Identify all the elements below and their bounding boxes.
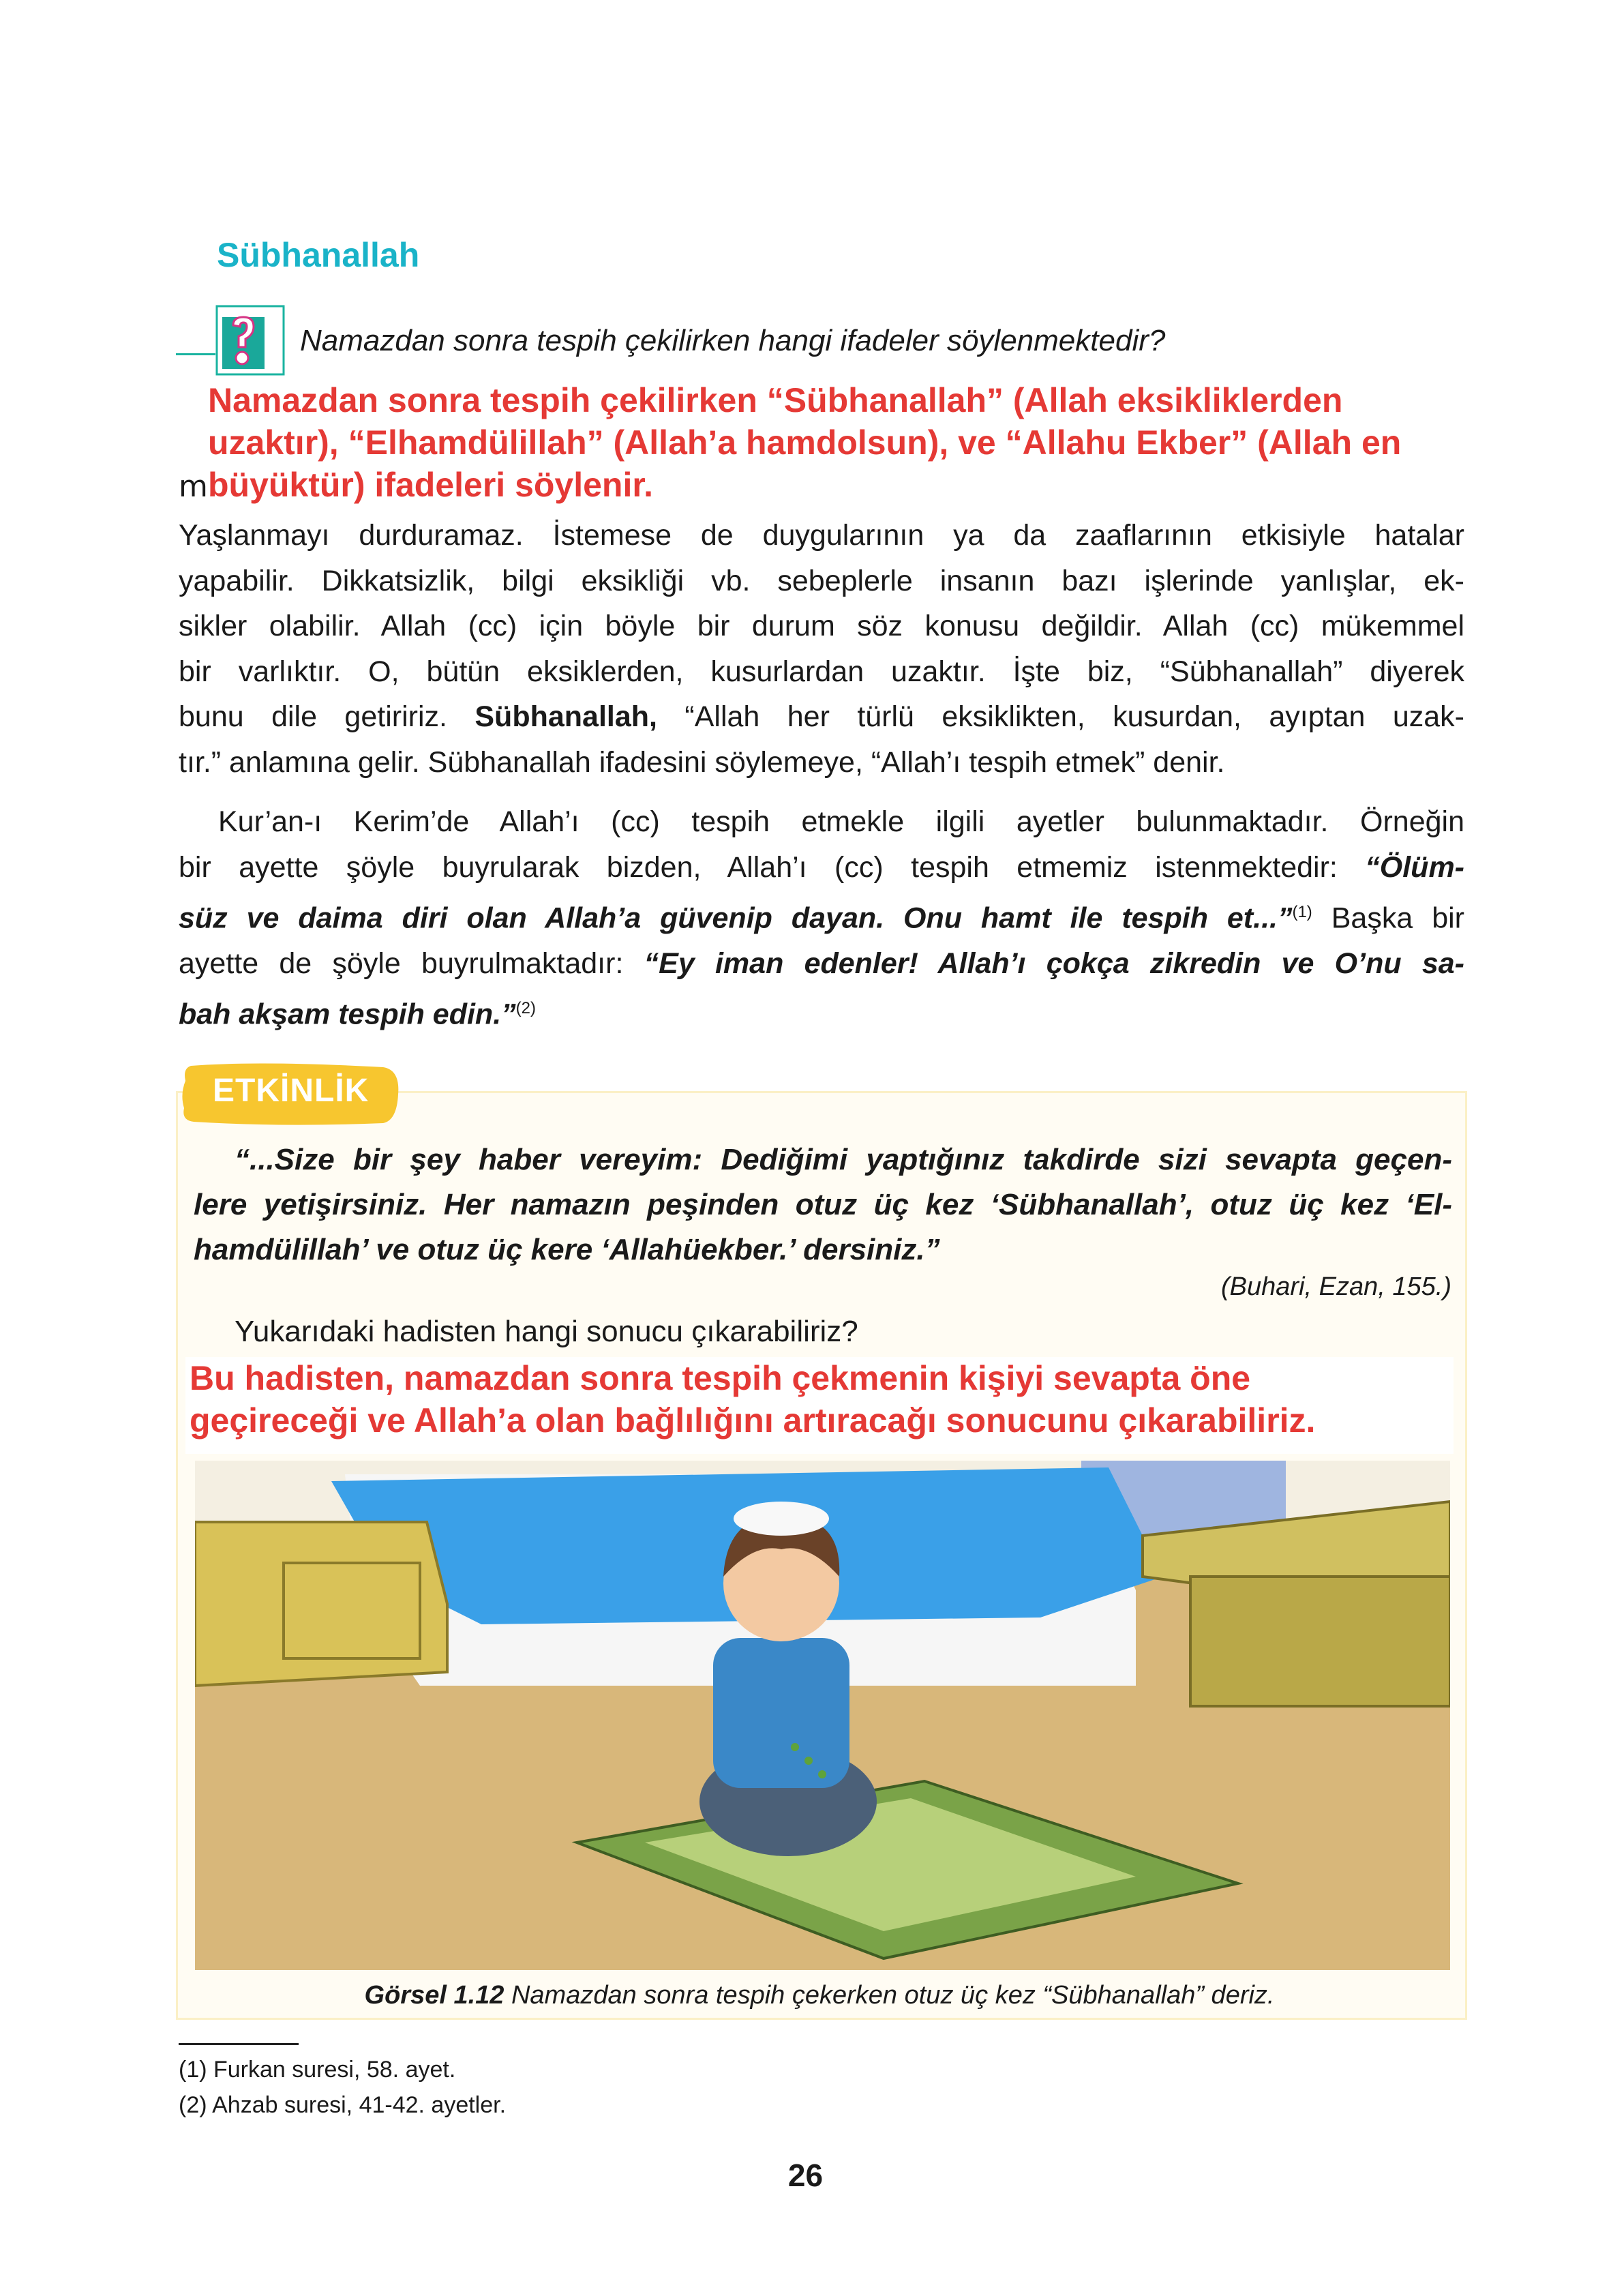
activity-badge: ETKİNLİK [213,1073,370,1109]
answer-line: Bu hadisten, namazdan sonra tespih çekmenin kişiyi sevapta öne [190,1359,1251,1397]
page-number: 26 [787,2158,824,2193]
quote-line: hamdülillah’ ve otuz üç kere ‘Allahüekber.’ dersiniz.” [194,1233,940,1266]
question-marker-line [176,353,215,355]
body-line: bir varlıktır. O, bütün eksiklerden, kusurlardan uzaktır. İşte biz, “Sübhanallah” diyerek [179,655,1464,688]
hadith-quote [194,1137,1452,1272]
body-line: sikler olabilir. Allah (cc) için böyle bir durum söz konusu değildir. Allah (cc) mükemmel [179,610,1464,642]
footnote-ref[interactable]: (2) [515,999,536,1018]
verse-quote: “Ölüm- [1365,850,1464,884]
footnote-divider [179,2043,299,2045]
body-line [179,694,1464,740]
answer-line: uzaktır), “Elhamdülillah” (Allah’a hamdolsun), ve “Allahu Ekber” (Allah en [208,423,1402,462]
paragraph-1 [179,513,1464,785]
activity-answer [185,1357,1454,1454]
bold-term: Sübhanallah, [475,700,657,733]
caption-label: Görsel 1.12 [364,1981,505,2010]
section-title: Sübhanallah [217,236,420,274]
footnote-ref[interactable]: (1) [1292,903,1312,921]
answer-line: büyüktür) ifadeleri söylenir. [208,466,653,504]
prayer-cap [734,1502,829,1536]
body-line: yapabilir. Dikkatsizlik, bilgi eksikliği vb. sebeplerle insanın bazı işlerinde yanlışlar, ek- [179,564,1464,597]
text: bunu dile getiririz. [179,700,475,733]
text: “Allah her türlü eksiklikten, kusurdan, ayıptan uzak- [657,700,1464,733]
body-line [179,986,1464,1037]
footnote-2: (2) Ahzab suresi, 41-42. ayetler. [179,2092,507,2118]
question-mark-icon [213,305,285,376]
answer-line: geçireceği ve Allah’a olan bağlılığını artıracağı sonucunu çıkarabiliriz. [190,1401,1316,1440]
question-text: Namazdan sonra tespih çekilirken hangi ifadeler söylenmektedir? [300,324,1166,357]
body-line [179,890,1464,941]
verse-quote: bah akşam tespih edin.” [179,998,516,1031]
body-line: Yaşlanmayı durduramaz. İstemese de duygularının ya da zaaflarının etkisiyle hatalar [179,519,1464,552]
verse-quote: süz ve daima diri olan Allah’a güvenip dayan. Onu hamt ile tespih et...” [179,901,1293,935]
citation: (Buhari, Ezan, 155.) [1221,1272,1451,1301]
text: bir ayette şöyle buyrularak bizden, Allah’ı (cc) tespih etmemiz istenmektedir: [179,850,1366,884]
prayer-beads [791,1743,799,1751]
verse-quote: “Ey iman edenler! Allah’ı çokça zikredin ve O’nu sa- [644,946,1464,980]
body-line: tır.” anlamına gelir. Sübhanallah ifadesini söylemeye, “Allah’ı tespih etmek” denir. [179,745,1225,779]
caption-text: Namazdan sonra tespih çekerken otuz üç kez “Sübhanallah” deriz. [504,1981,1275,2010]
answer-line: Namazdan sonra tespih çekilirken “Sübhanallah” (Allah eksikliklerden [208,381,1343,419]
figure-caption [176,1981,1463,2010]
boy-praying-illustration [195,1461,1450,1970]
text: ayette de şöyle buyrulmaktadır: [179,946,644,980]
boy-vest [713,1638,849,1788]
answer-overlay [206,379,1541,518]
hidden-fragment: m [179,469,208,504]
body-line [179,845,1464,891]
text: Başka bir [1312,901,1464,935]
activity-question: Yukarıdaki hadisten hangi sonucu çıkarabiliriz? [235,1315,858,1348]
paragraph-2 [179,799,1464,1037]
quote-line: lere yetişirsiniz. Her namazın peşinden otuz üç kez ‘Sübhanallah’, otuz üç kez ‘El- [194,1188,1452,1221]
body-line [179,941,1464,987]
quote-line: “...Size bir şey haber vereyim: Dediğimi yaptığınız takdirde sizi sevapta geçen- [235,1143,1452,1176]
footnote-1: (1) Furkan suresi, 58. ayet. [179,2057,456,2083]
body-line: Kur’an-ı Kerim’de Allah’ı (cc) tespih etmekle ilgili ayetler bulunmaktadır. Örneğin [218,805,1464,838]
nightstand [195,1522,447,1686]
